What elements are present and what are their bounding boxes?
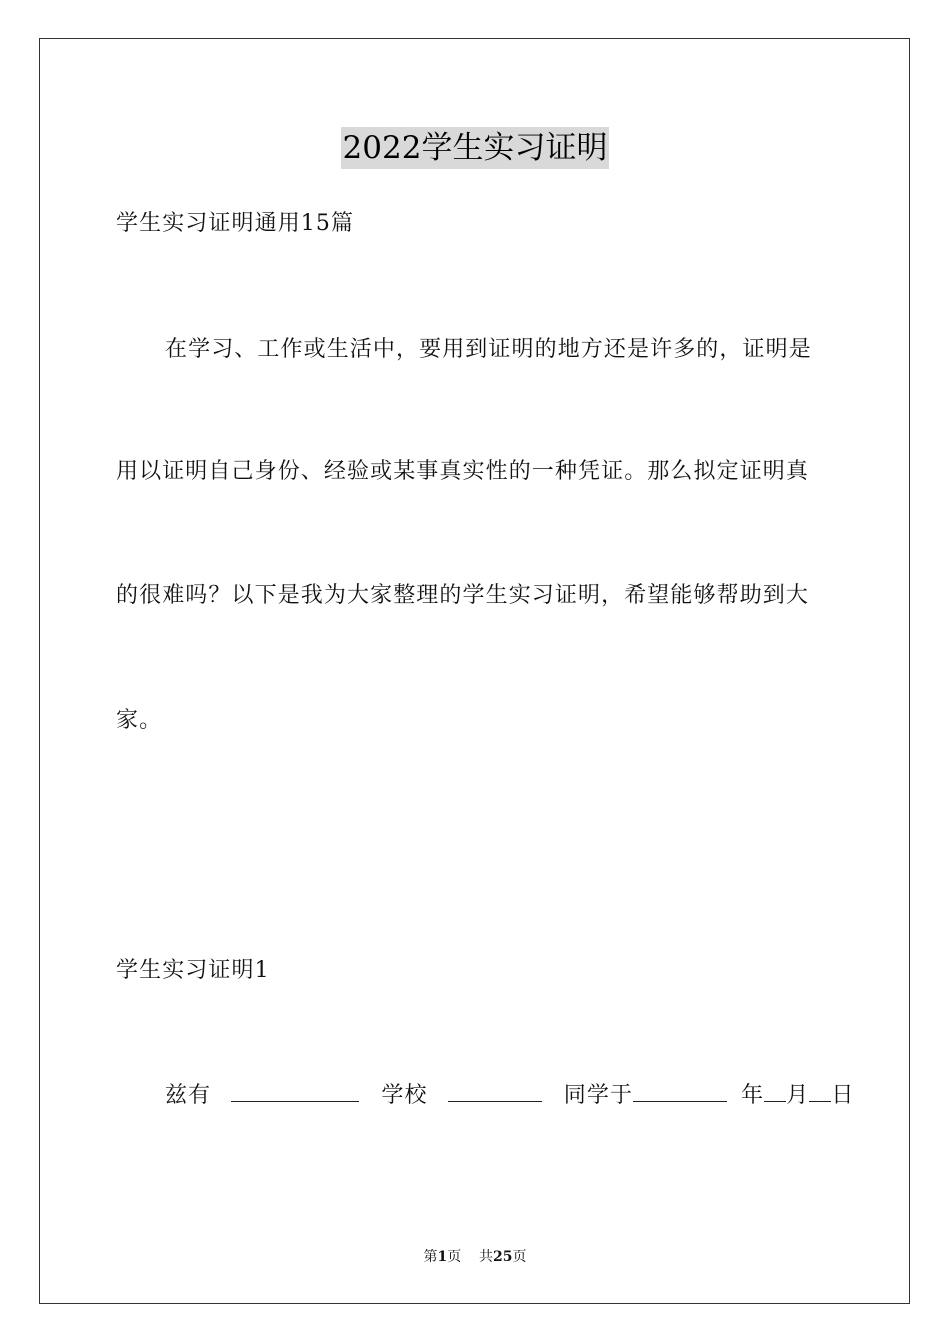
year-label: 年 [741,1083,765,1108]
paragraph-line-1: 在学习、工作或生活中，要用到证明的地方还是许多的，证明是 [165,337,812,362]
paragraph-line-3: 的很难吗？以下是我为大家整理的学生实习证明，希望能够帮助到大 [116,583,810,608]
school-label: 学校 [381,1083,428,1108]
footer-page-number: 1 [437,1249,448,1265]
document-subtitle: 学生实习证明通用15篇 [116,211,355,236]
month-blank [764,1081,786,1102]
footer-total-suffix: 页 [512,1249,527,1265]
school-blank [448,1081,542,1102]
form-prefix: 兹有 [165,1083,212,1108]
paragraph-line-4: 家。 [116,708,163,733]
day-blank [809,1081,831,1102]
year-blank [633,1081,727,1102]
page-footer [0,1248,950,1266]
paragraph-line-2: 用以证明自己身份、经验或某事真实性的一种凭证。那么拟定证明真 [116,459,810,484]
document-title: 2022学生实习证明 [341,127,610,169]
footer-page-prefix: 第 [423,1249,438,1265]
month-label: 月 [786,1083,810,1108]
form-line [165,1081,855,1111]
day-label: 日 [831,1083,855,1108]
name-blank [231,1081,359,1102]
footer-total-prefix: 共 [479,1249,494,1265]
footer-total-pages: 25 [493,1249,513,1265]
student-label: 同学于 [563,1083,634,1108]
section-heading: 学生实习证明1 [116,958,270,983]
title-container [0,127,950,169]
footer-page-suffix: 页 [447,1249,462,1265]
